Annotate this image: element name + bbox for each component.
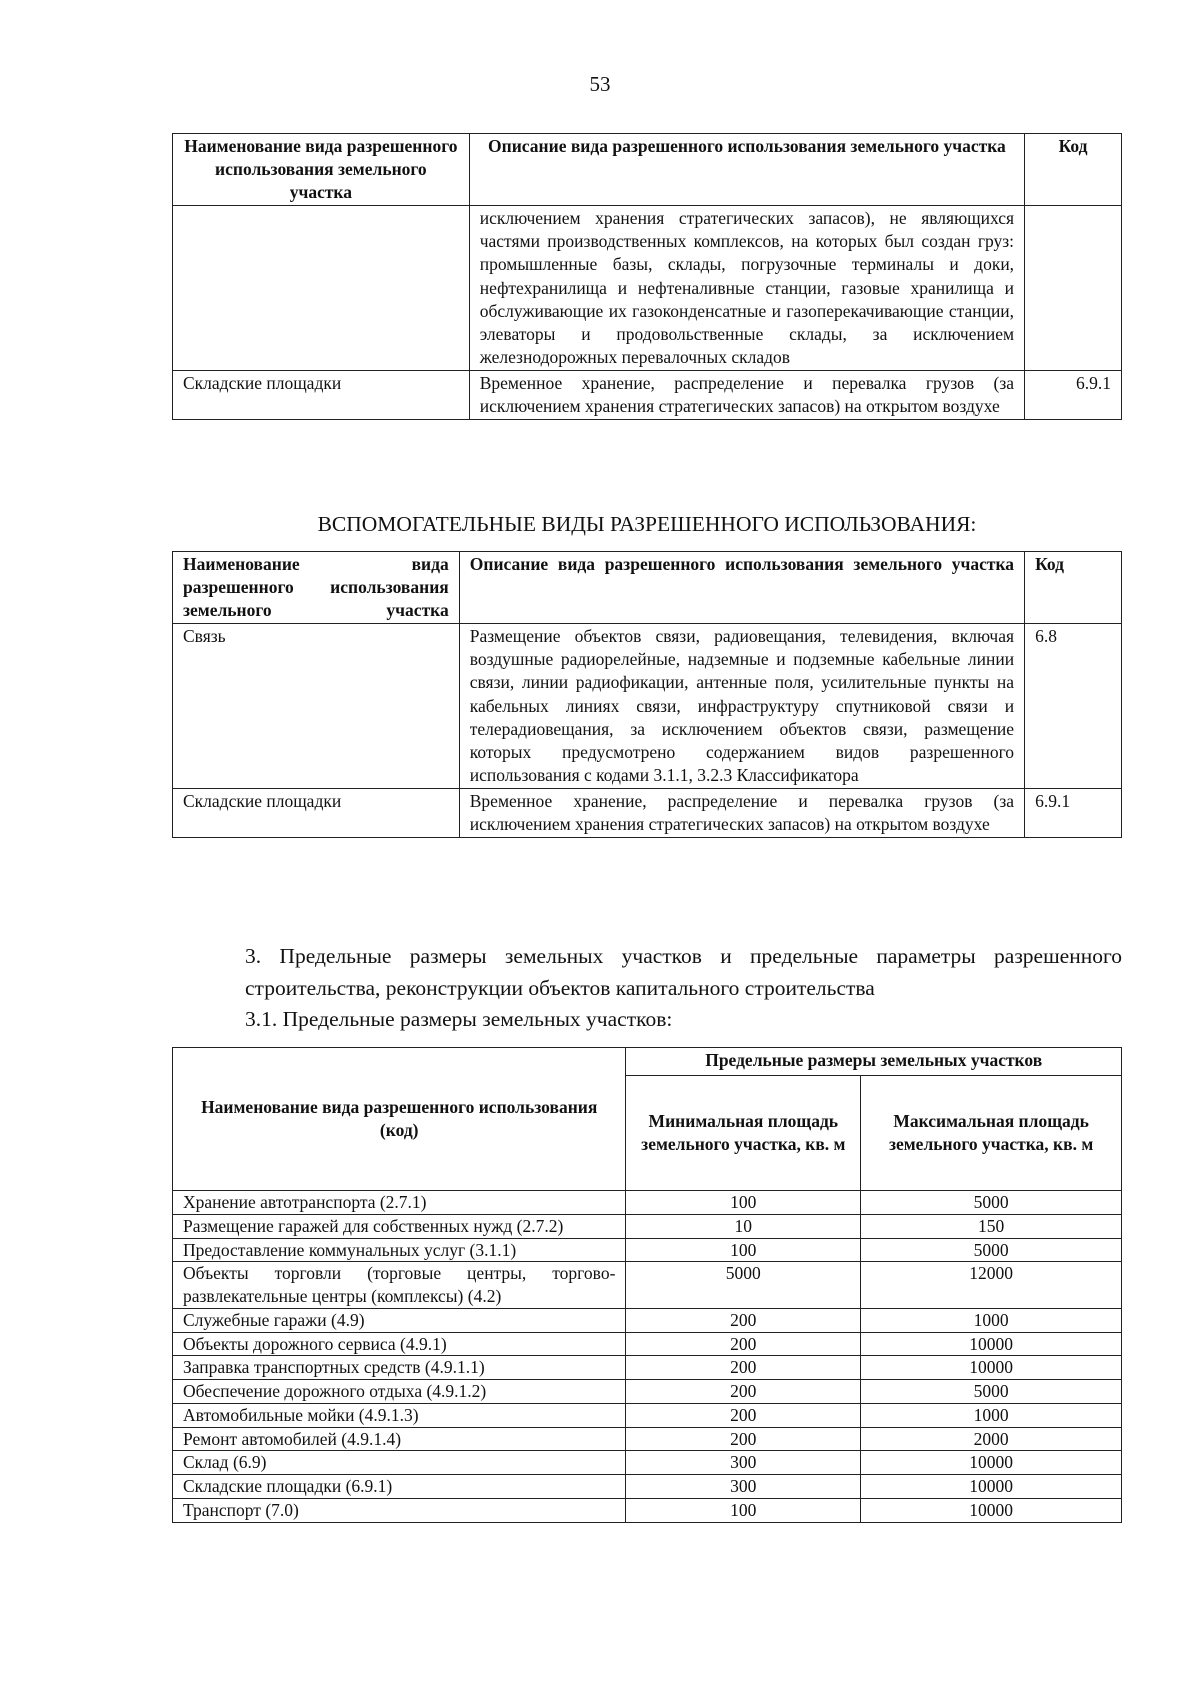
cell-max-area: 10000 bbox=[861, 1475, 1122, 1499]
cell-name: Автомобильные мойки (4.9.1.3) bbox=[173, 1403, 626, 1427]
cell-min-area: 200 bbox=[626, 1380, 861, 1404]
cell-max-area: 150 bbox=[861, 1214, 1122, 1238]
table-row bbox=[173, 1191, 1122, 1215]
cell-name: Хранение автотранспорта (2.7.1) bbox=[173, 1191, 626, 1215]
header-min: Минимальная площадь земельного участка, кв. м bbox=[626, 1076, 861, 1191]
header-max: Максимальная площадь земельного участка, кв. м bbox=[861, 1076, 1122, 1191]
cell-max-area: 2000 bbox=[861, 1427, 1122, 1451]
table-row bbox=[173, 1498, 1122, 1522]
header-description: Описание вида разрешенного использования земельного участка bbox=[469, 134, 1024, 206]
cell-min-area: 5000 bbox=[626, 1262, 861, 1309]
cell-name: Складские площадки bbox=[173, 788, 460, 837]
paragraph-text: 3. Предельные размеры земельных участков и предельные параметры разрешенного строительства, реконструкции объектов капитального строительства bbox=[245, 944, 1122, 1001]
page-number: 53 bbox=[589, 72, 611, 96]
cell-name: Объекты дорожного сервиса (4.9.1) bbox=[173, 1332, 626, 1356]
cell-name: Ремонт автомобилей (4.9.1.4) bbox=[173, 1427, 626, 1451]
header-group: Предельные размеры земельных участков bbox=[626, 1048, 1122, 1076]
cell-name: Заправка транспортных средств (4.9.1.1) bbox=[173, 1356, 626, 1380]
cell-description: Временное хранение, распределение и перевалка грузов (за исключением хранения стратегических запасов) на открытом воздухе bbox=[469, 370, 1024, 419]
cell-max-area: 5000 bbox=[861, 1191, 1122, 1215]
paragraph-plot-sizes: 3.1. Предельные размеры земельных участков: bbox=[245, 1007, 673, 1031]
header-description: Описание вида разрешенного использования земельного участка bbox=[459, 552, 1024, 624]
table-row bbox=[173, 788, 1122, 837]
table-row bbox=[173, 1262, 1122, 1309]
table-row bbox=[173, 1238, 1122, 1262]
table-auxiliary-uses bbox=[172, 551, 1122, 838]
table-plot-size-limits bbox=[172, 1047, 1122, 1523]
cell-min-area: 200 bbox=[626, 1308, 861, 1332]
cell-min-area: 10 bbox=[626, 1214, 861, 1238]
cell-name: Размещение гаражей для собственных нужд (2.7.2) bbox=[173, 1214, 626, 1238]
cell-name: Объекты торговли (торговые центры, торгово-развлекательные центры (комплексы) (4.2) bbox=[173, 1262, 626, 1309]
table-row bbox=[173, 624, 1122, 789]
header-name: Наименование вида разрешенного использования (код) bbox=[173, 1048, 626, 1191]
table-row bbox=[173, 1403, 1122, 1427]
cell-max-area: 1000 bbox=[861, 1403, 1122, 1427]
table-row bbox=[173, 1356, 1122, 1380]
table-header-row bbox=[173, 134, 1122, 206]
cell-max-area: 10000 bbox=[861, 1332, 1122, 1356]
table-row bbox=[173, 1451, 1122, 1475]
table-row bbox=[173, 1427, 1122, 1451]
cell-max-area: 5000 bbox=[861, 1380, 1122, 1404]
header-code: Код bbox=[1025, 552, 1122, 624]
cell-description: Временное хранение, распределение и перевалка грузов (за исключением хранения стратегических запасов) на открытом воздухе bbox=[459, 788, 1024, 837]
table-row bbox=[173, 370, 1122, 419]
cell-max-area: 12000 bbox=[861, 1262, 1122, 1309]
table-row bbox=[173, 1380, 1122, 1404]
header-name: Наименование вида разрешенного использования земельного участка bbox=[173, 134, 470, 206]
cell-min-area: 300 bbox=[626, 1451, 861, 1475]
cell-min-area: 100 bbox=[626, 1191, 861, 1215]
cell-name bbox=[173, 206, 470, 371]
cell-min-area: 300 bbox=[626, 1475, 861, 1499]
cell-code: 6.9.1 bbox=[1025, 370, 1122, 419]
cell-name: Складские площадки (6.9.1) bbox=[173, 1475, 626, 1499]
cell-name: Складские площадки bbox=[173, 370, 470, 419]
table-header-row bbox=[173, 1048, 1122, 1076]
cell-name: Склад (6.9) bbox=[173, 1451, 626, 1475]
header-code: Код bbox=[1025, 134, 1122, 206]
cell-description: исключением хранения стратегических запасов), не являющихся частями производственных комплексов, на которых был создан груз: промышленные базы, склады, погрузочные терминалы и доки, нефтехранилища и нефтеналивные станции, газовые хранилища и обслуживающие их газоконденсатные и газоперекачивающие станции, элеваторы и продовольственные склады, за исключением железнодорожных перевалочных складов bbox=[469, 206, 1024, 371]
table-header-row bbox=[173, 552, 1122, 624]
cell-min-area: 200 bbox=[626, 1356, 861, 1380]
cell-max-area: 5000 bbox=[861, 1238, 1122, 1262]
cell-min-area: 200 bbox=[626, 1332, 861, 1356]
table-row bbox=[173, 1308, 1122, 1332]
header-name: Наименование вида разрешенного использования земельного участка bbox=[173, 552, 460, 624]
table-row bbox=[173, 1214, 1122, 1238]
cell-name: Связь bbox=[173, 624, 460, 789]
cell-min-area: 100 bbox=[626, 1238, 861, 1262]
cell-max-area: 1000 bbox=[861, 1308, 1122, 1332]
cell-code: 6.8 bbox=[1025, 624, 1122, 789]
section-title: ВСПОМОГАТЕЛЬНЫЕ ВИДЫ РАЗРЕШЕННОГО ИСПОЛЬЗОВАНИЯ: bbox=[317, 512, 977, 536]
paragraph-limits bbox=[150, 940, 1122, 1005]
cell-code bbox=[1025, 206, 1122, 371]
table-row bbox=[173, 1332, 1122, 1356]
cell-name: Транспорт (7.0) bbox=[173, 1498, 626, 1522]
cell-code: 6.9.1 bbox=[1025, 788, 1122, 837]
cell-description: Размещение объектов связи, радиовещания, телевидения, включая воздушные радиорелейные, надземные и подземные кабельные линии связи, линии радиофикации, антенные поля, усилительные пункты на кабельных линиях связи, инфраструктуру спутниковой связи и телерадиовещания, за исключением объектов связи, размещение которых предусмотрено содержанием видов разрешенного использования с кодами 3.1.1, 3.2.3 Классификатора bbox=[459, 624, 1024, 789]
cell-name: Предоставление коммунальных услуг (3.1.1) bbox=[173, 1238, 626, 1262]
cell-max-area: 10000 bbox=[861, 1356, 1122, 1380]
cell-min-area: 200 bbox=[626, 1427, 861, 1451]
table-row bbox=[173, 206, 1122, 371]
cell-max-area: 10000 bbox=[861, 1451, 1122, 1475]
table-row bbox=[173, 1475, 1122, 1499]
cell-name: Обеспечение дорожного отдыха (4.9.1.2) bbox=[173, 1380, 626, 1404]
cell-name: Служебные гаражи (4.9) bbox=[173, 1308, 626, 1332]
cell-min-area: 100 bbox=[626, 1498, 861, 1522]
cell-max-area: 10000 bbox=[861, 1498, 1122, 1522]
cell-min-area: 200 bbox=[626, 1403, 861, 1427]
table-main-uses-continued bbox=[172, 133, 1122, 420]
